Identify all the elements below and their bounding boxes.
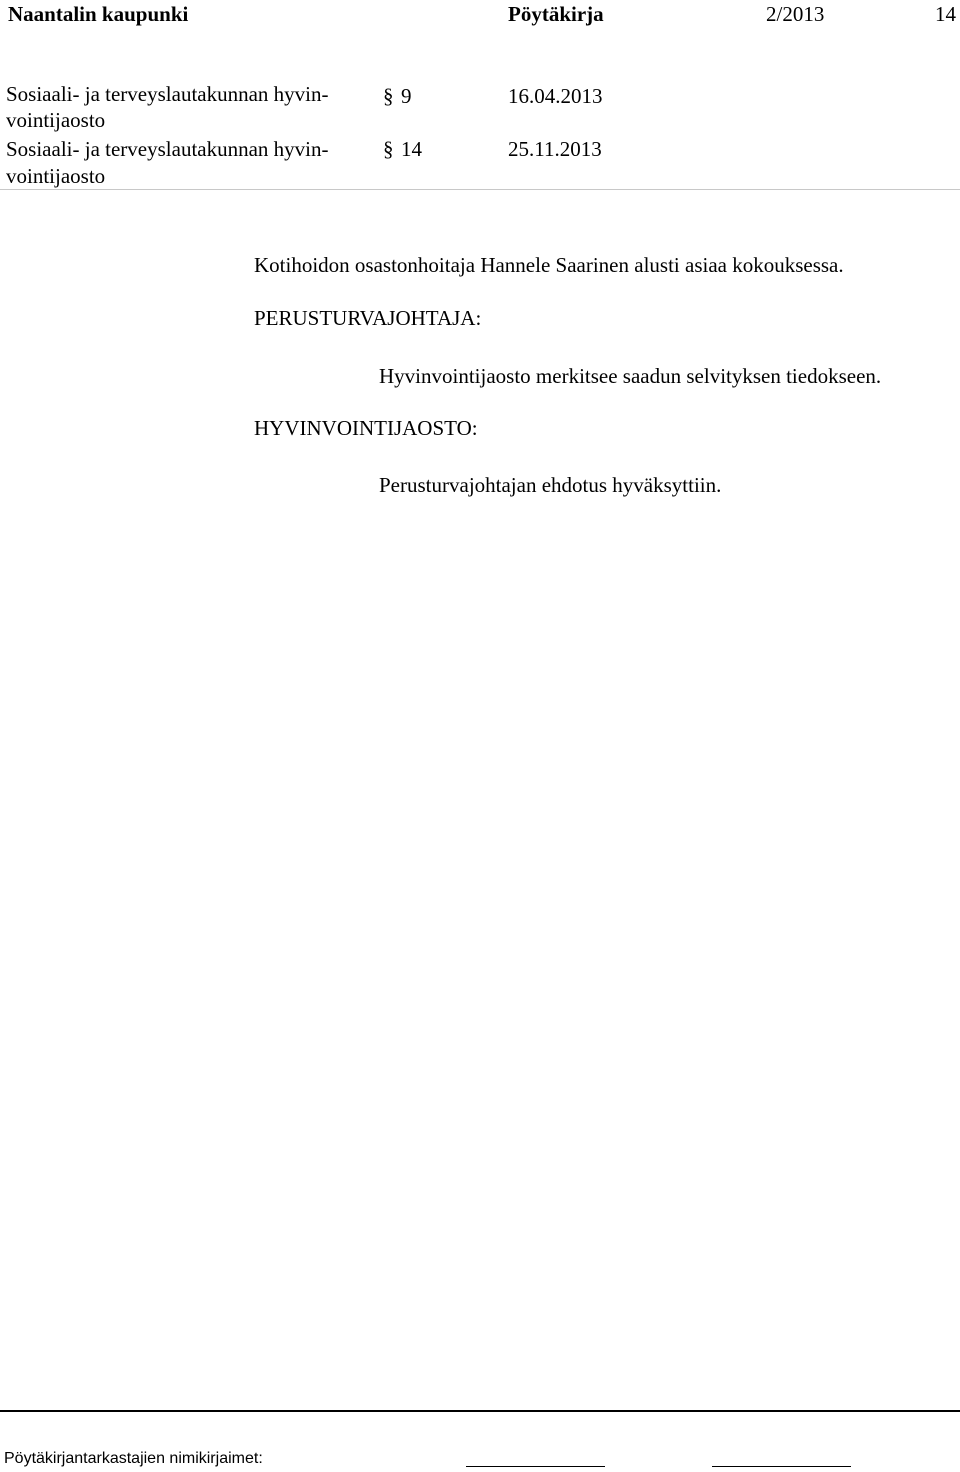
intro-paragraph: Kotihoidon osastonhoitaja Hannele Saarinen alusti asiaa kokouksessa. [254, 253, 844, 277]
section-symbol: § [383, 84, 394, 108]
history-body-line2: vointijaosto [6, 108, 106, 132]
history-date: 25.11.2013 [508, 137, 602, 161]
history-section-number: 9 [401, 84, 412, 108]
document-number: 2/2013 [766, 2, 825, 26]
history-divider [0, 189, 960, 190]
initials-label: Pöytäkirjantarkastajien nimikirjaimet: [4, 1450, 263, 1467]
history-body-line1: Sosiaali- ja terveyslautakunnan hyvin- [6, 82, 329, 106]
decision-label: HYVINVOINTIJAOSTO: [254, 416, 478, 440]
initials-line-2[interactable] [712, 1466, 851, 1467]
history-body-line1: Sosiaali- ja terveyslautakunnan hyvin- [6, 137, 329, 161]
page-number: 14 [935, 2, 956, 26]
document-type: Pöytäkirja [508, 2, 604, 26]
decision-text: Perusturvajohtajan ehdotus hyväksyttiin. [379, 473, 722, 497]
organization-name: Naantalin kaupunki [8, 2, 189, 26]
footer-divider [0, 1410, 960, 1412]
initials-line-1[interactable] [466, 1466, 605, 1467]
section-symbol: § [383, 137, 394, 161]
history-date: 16.04.2013 [508, 84, 603, 108]
history-body-line2: vointijaosto [6, 164, 106, 188]
proposal-text: Hyvinvointijaosto merkitsee saadun selvityksen tiedokseen. [379, 364, 882, 388]
history-section-number: 14 [401, 137, 422, 161]
proposer-label: PERUSTURVAJOHTAJA: [254, 306, 482, 330]
